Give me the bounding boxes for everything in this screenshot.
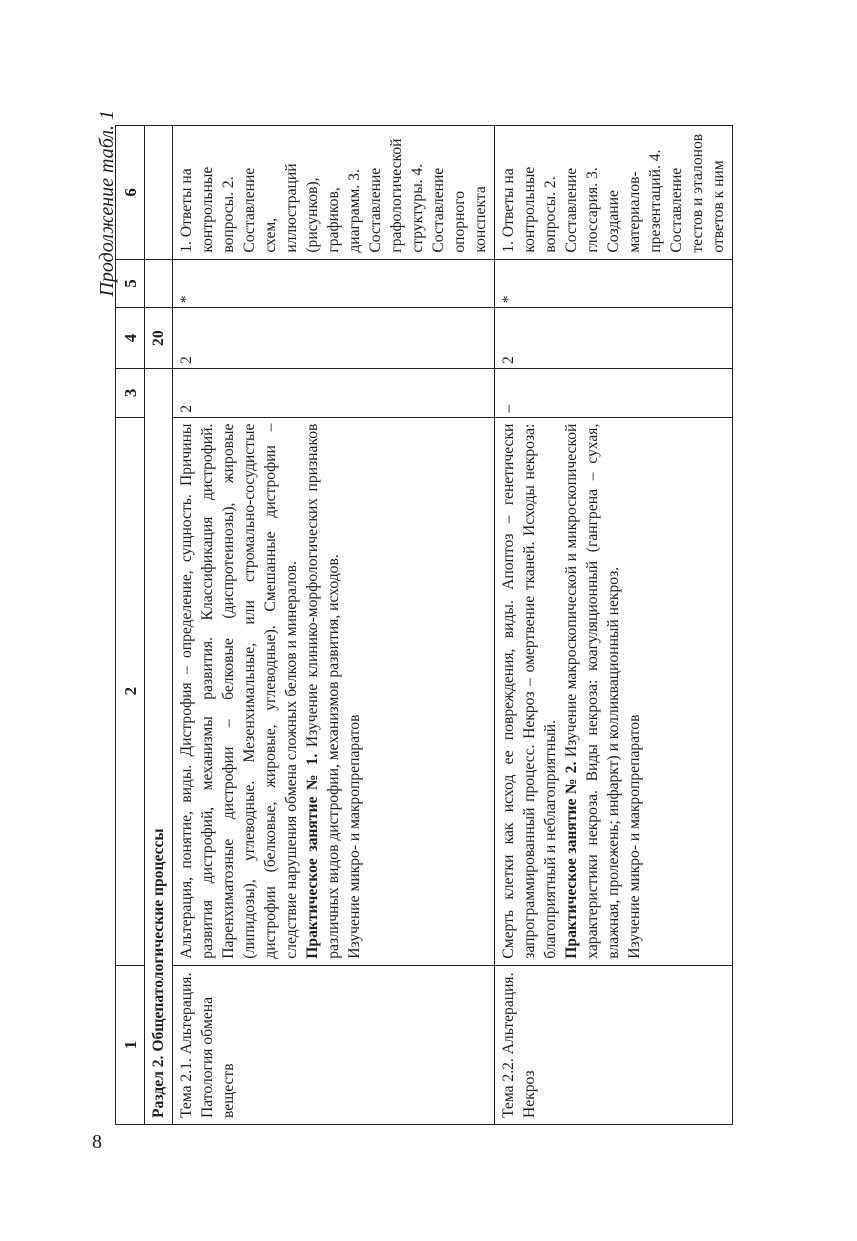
self-work-cell: 1. Ответы на контрольные вопросы. 2. Составление схем, иллюстраций (рисунков), графиков, диаграмм. 3. Составление графологической структуры. 4. Составление опорного конспекта — [173, 126, 495, 260]
level-cell: * — [495, 259, 733, 308]
section-row — [145, 126, 173, 1125]
column-header: 4 — [116, 308, 145, 369]
content-cell — [495, 417, 733, 965]
rotated-table-block — [95, 110, 765, 1125]
section-hours: 20 — [145, 308, 173, 369]
column-header: 5 — [116, 259, 145, 308]
content-extra: Изучение микро- и макропрепаратов — [346, 714, 363, 959]
column-header: 2 — [116, 417, 145, 965]
practice-label: Практическое занятие № 1. — [304, 753, 321, 959]
table-caption: Продолжение табл. 1 — [96, 110, 118, 297]
topic-cell: Тема 2.2. Альтерация. Некроз — [495, 965, 733, 1124]
lecture-hours-cell: – — [495, 369, 733, 418]
page-number: 8 — [92, 1131, 102, 1153]
practice-text: Изучение клинико-морфологических признаков различных видов дистрофии, механизмов развития, исходов. — [304, 423, 342, 959]
column-header: 1 — [116, 965, 145, 1124]
content-extra: Изучение микро- и макропрепаратов — [626, 714, 643, 959]
level-cell: * — [173, 259, 495, 308]
header-row — [116, 126, 145, 1125]
lecture-hours-cell: 2 — [173, 369, 495, 418]
column-header: 3 — [116, 369, 145, 418]
self-work-cell: 1. Ответы на контрольные вопросы. 2. Составление глоссария. 3. Создание материалов-презентаций. 4. Составление тестов и эталонов ответов к ним — [495, 126, 733, 260]
practice-hours-cell: 2 — [173, 308, 495, 369]
practice-label: Практическое занятие № 2. — [563, 761, 580, 959]
content-intro: Смерть клетки как исход ее повреждения, виды. Апоптоз – генетически запрограммированный процесс. Некроз – омертвение тканей. Исходы некроза: благоприятный и неблагоприятный. — [500, 423, 559, 959]
content-cell — [173, 417, 495, 965]
topic-cell: Тема 2.1. Альтерация. Патология обмена веществ — [173, 965, 495, 1124]
practice-hours-cell: 2 — [495, 308, 733, 369]
empty-cell — [145, 126, 173, 260]
practice-paragraph — [302, 424, 344, 959]
practice-paragraph — [561, 424, 624, 959]
table-row — [495, 126, 733, 1125]
table-row — [173, 126, 495, 1125]
section-title: Раздел 2. Общепатологические процессы — [145, 369, 173, 1125]
content-intro: Альтерация, понятие, виды. Дистрофия – определение, сущность. Причины развития дистрофий, механизмы развития. Классификация дистрофий. Паренхиматозные дистрофии – белковые (диспротеинозы), жировые (липидозы), углеводные. Мезенхимальные, или стромально-сосудистые дистрофии (белковые, жировые, углеводные). Смешанные дистрофии – следствие нарушения обмена сложных белков и минералов. — [178, 423, 300, 959]
column-header: 6 — [116, 126, 145, 260]
practice-text: Изучение макроскопической и микроскопической характеристики некроза. Виды некроза: коагуляционный (гангрена – сухая, влажная, пролежень; инфаркт) и колликвационный некроз. — [563, 423, 622, 959]
empty-cell — [145, 259, 173, 308]
curriculum-table — [115, 125, 733, 1125]
